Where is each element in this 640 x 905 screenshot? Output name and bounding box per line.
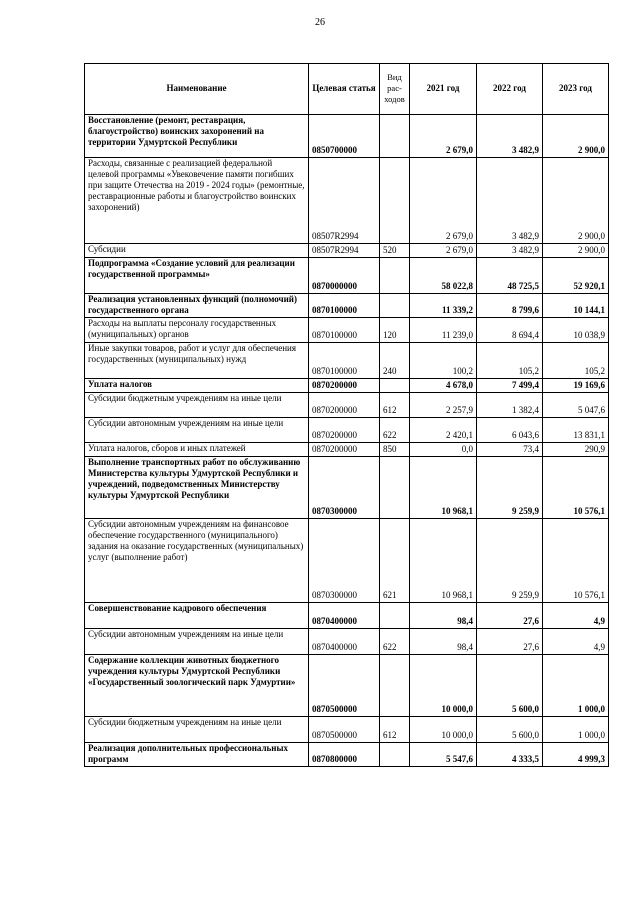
row-name: Субсидии xyxy=(85,244,309,258)
row-vid: 120 xyxy=(380,318,410,343)
header-vid: Вид рас-ходов xyxy=(380,64,410,115)
row-code: 0870300000 xyxy=(309,457,380,519)
row-name: Реализация дополнительных профессиональных программ xyxy=(85,743,309,767)
row-2021: 58 022,8 xyxy=(410,258,477,294)
row-name: Содержание коллекции животных бюджетного учреждения культуры Удмуртской Республики «Государственный зоологический парк Удмуртии» xyxy=(85,655,309,717)
row-2022: 6 043,6 xyxy=(477,418,543,443)
row-2022: 73,4 xyxy=(477,443,543,457)
row-name: Субсидии автономным учреждениям на финансовое обеспечение государственного (муниципального) задания на оказание государственных (муниципальных) услуг (выполнение работ) xyxy=(85,519,309,603)
row-code: 0870200000 xyxy=(309,418,380,443)
row-vid xyxy=(380,743,410,767)
row-code: 0850700000 xyxy=(309,115,380,158)
row-code: 0870300000 xyxy=(309,519,380,603)
row-2022: 3 482,9 xyxy=(477,244,543,258)
row-2021: 11 339,2 xyxy=(410,294,477,318)
table-row xyxy=(85,418,609,443)
row-name: Реализация установленных функций (полномочий) государственного органа xyxy=(85,294,309,318)
row-2021: 98,4 xyxy=(410,603,477,629)
row-code: 0870100000 xyxy=(309,343,380,379)
row-code: 0870200000 xyxy=(309,393,380,418)
row-2021: 5 547,6 xyxy=(410,743,477,767)
row-2023: 10 144,1 xyxy=(543,294,609,318)
row-2021: 10 968,1 xyxy=(410,457,477,519)
row-2021: 11 239,0 xyxy=(410,318,477,343)
row-name: Субсидии бюджетным учреждениям на иные цели xyxy=(85,717,309,743)
row-vid: 612 xyxy=(380,717,410,743)
row-2023: 1 000,0 xyxy=(543,655,609,717)
row-2021: 2 679,0 xyxy=(410,244,477,258)
row-name: Подпрограмма «Создание условий для реализации государственной программы» xyxy=(85,258,309,294)
row-code: 0870100000 xyxy=(309,318,380,343)
row-2023: 1 000,0 xyxy=(543,717,609,743)
row-vid: 622 xyxy=(380,629,410,655)
row-code: 0870400000 xyxy=(309,603,380,629)
row-vid xyxy=(380,457,410,519)
row-vid: 240 xyxy=(380,343,410,379)
table-body xyxy=(85,115,609,767)
row-2022: 3 482,9 xyxy=(477,158,543,244)
row-code: 08507R2994 xyxy=(309,158,380,244)
table-row xyxy=(85,393,609,418)
row-2023: 13 831,1 xyxy=(543,418,609,443)
row-2023: 10 038,9 xyxy=(543,318,609,343)
row-2022: 27,6 xyxy=(477,629,543,655)
row-code: 0870200000 xyxy=(309,379,380,393)
row-2023: 10 576,1 xyxy=(543,457,609,519)
header-code: Целевая статья xyxy=(309,64,380,115)
row-2021: 10 000,0 xyxy=(410,655,477,717)
row-name: Уплата налогов xyxy=(85,379,309,393)
row-2022: 105,2 xyxy=(477,343,543,379)
table-header-row xyxy=(85,64,609,115)
table-row xyxy=(85,318,609,343)
row-2021: 4 678,0 xyxy=(410,379,477,393)
row-code: 0870400000 xyxy=(309,629,380,655)
row-2022: 9 259,9 xyxy=(477,519,543,603)
row-2021: 10 968,1 xyxy=(410,519,477,603)
row-2023: 4,9 xyxy=(543,603,609,629)
row-2023: 2 900,0 xyxy=(543,244,609,258)
table-row xyxy=(85,717,609,743)
row-2022: 5 600,0 xyxy=(477,655,543,717)
row-2021: 10 000,0 xyxy=(410,717,477,743)
table-row xyxy=(85,443,609,457)
row-2022: 5 600,0 xyxy=(477,717,543,743)
row-2022: 8 799,6 xyxy=(477,294,543,318)
row-2023: 10 576,1 xyxy=(543,519,609,603)
table-row xyxy=(85,258,609,294)
table-row xyxy=(85,457,609,519)
row-code: 0870500000 xyxy=(309,717,380,743)
row-name: Уплата налогов, сборов и иных платежей xyxy=(85,443,309,457)
row-vid xyxy=(380,258,410,294)
table-row xyxy=(85,379,609,393)
row-code: 08507R2994 xyxy=(309,244,380,258)
row-vid: 621 xyxy=(380,519,410,603)
page-number: 26 xyxy=(315,17,325,28)
row-2021: 98,4 xyxy=(410,629,477,655)
row-vid: 850 xyxy=(380,443,410,457)
row-name: Выполнение транспортных работ по обслуживанию Министерства культуры Удмуртской Республики и учреждений, подведомственных Министерству культуры Удмуртской Республики xyxy=(85,457,309,519)
table-row xyxy=(85,655,609,717)
row-code: 0870800000 xyxy=(309,743,380,767)
row-2021: 0,0 xyxy=(410,443,477,457)
row-code: 0870200000 xyxy=(309,443,380,457)
header-2022: 2022 год xyxy=(477,64,543,115)
row-2021: 2 257,9 xyxy=(410,393,477,418)
row-vid: 520 xyxy=(380,244,410,258)
row-code: 0870500000 xyxy=(309,655,380,717)
row-2023: 4,9 xyxy=(543,629,609,655)
row-2023: 19 169,6 xyxy=(543,379,609,393)
row-vid: 622 xyxy=(380,418,410,443)
table-row xyxy=(85,115,609,158)
row-2022: 4 333,5 xyxy=(477,743,543,767)
row-name: Расходы на выплаты персоналу государственных (муниципальных) органов xyxy=(85,318,309,343)
table-row xyxy=(85,343,609,379)
row-2023: 2 900,0 xyxy=(543,115,609,158)
row-name: Восстановление (ремонт, реставрация, благоустройство) воинских захоронений на территории Удмуртской Республики xyxy=(85,115,309,158)
table-row xyxy=(85,244,609,258)
table-row xyxy=(85,519,609,603)
row-vid xyxy=(380,379,410,393)
row-2023: 2 900,0 xyxy=(543,158,609,244)
budget-table xyxy=(84,63,609,767)
row-2021: 2 679,0 xyxy=(410,115,477,158)
row-vid xyxy=(380,115,410,158)
table-row xyxy=(85,743,609,767)
row-name: Совершенствование кадрового обеспечения xyxy=(85,603,309,629)
row-name: Субсидии бюджетным учреждениям на иные цели xyxy=(85,393,309,418)
table-row xyxy=(85,603,609,629)
row-2021: 100,2 xyxy=(410,343,477,379)
row-2022: 8 694,4 xyxy=(477,318,543,343)
row-2022: 9 259,9 xyxy=(477,457,543,519)
row-2022: 1 382,4 xyxy=(477,393,543,418)
row-name: Расходы, связанные с реализацией федеральной целевой программы «Увековечение памяти погибших при защите Отечества на 2019 - 2024 годы» (ремонтные, реставрационные работы и благоустройство воинских захоронений) xyxy=(85,158,309,244)
header-name: Наименование xyxy=(85,64,309,115)
row-2022: 7 499,4 xyxy=(477,379,543,393)
row-vid: 612 xyxy=(380,393,410,418)
row-vid xyxy=(380,603,410,629)
table-row xyxy=(85,294,609,318)
row-name: Иные закупки товаров, работ и услуг для обеспечения государственных (муниципальных) нужд xyxy=(85,343,309,379)
table-row xyxy=(85,629,609,655)
row-vid xyxy=(380,158,410,244)
row-code: 0870100000 xyxy=(309,294,380,318)
row-2022: 27,6 xyxy=(477,603,543,629)
row-vid xyxy=(380,294,410,318)
table-row xyxy=(85,158,609,244)
row-2023: 4 999,3 xyxy=(543,743,609,767)
row-name: Субсидии автономным учреждениям на иные цели xyxy=(85,629,309,655)
row-2022: 48 725,5 xyxy=(477,258,543,294)
row-vid xyxy=(380,655,410,717)
row-name: Субсидии автономным учреждениям на иные цели xyxy=(85,418,309,443)
row-2023: 105,2 xyxy=(543,343,609,379)
row-2023: 290,9 xyxy=(543,443,609,457)
row-2023: 52 920,1 xyxy=(543,258,609,294)
row-2021: 2 679,0 xyxy=(410,158,477,244)
row-code: 0870000000 xyxy=(309,258,380,294)
row-2023: 5 047,6 xyxy=(543,393,609,418)
header-2021: 2021 год xyxy=(410,64,477,115)
row-2021: 2 420,1 xyxy=(410,418,477,443)
row-2022: 3 482,9 xyxy=(477,115,543,158)
header-2023: 2023 год xyxy=(543,64,609,115)
